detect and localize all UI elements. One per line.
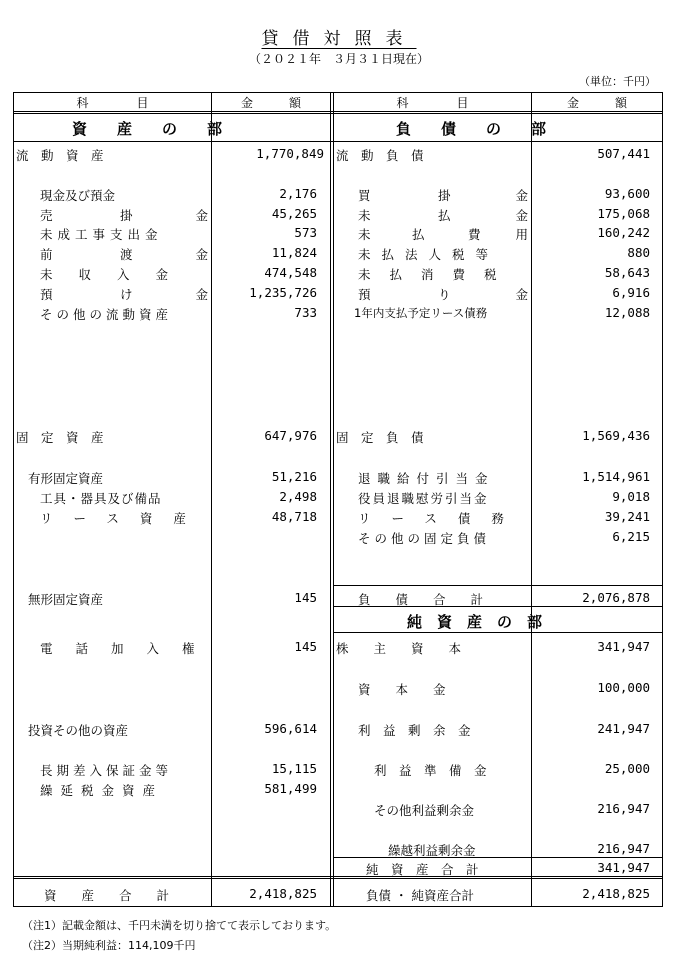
investment-item-label: 長期差入保証金等	[40, 763, 173, 778]
other-retained-label: その他利益剰余金	[374, 803, 475, 818]
fixed-liability-item-label: 役員退職慰労引当金	[358, 491, 489, 506]
grand-total-rule	[13, 876, 663, 877]
tangible-value: 51,216	[271, 469, 317, 484]
carried-forward-value: 216,947	[597, 841, 650, 856]
liability-item-value: 880	[627, 245, 650, 260]
current-liabilities-value: 507,441	[597, 146, 650, 161]
liabilities-total-value: 2,076,878	[582, 590, 650, 605]
fixed-assets-label: 固 定 資 産	[16, 430, 104, 445]
fixed-liability-item-value: 9,018	[612, 489, 650, 504]
asset-item-label: その他の流動資産	[40, 307, 173, 322]
current-assets-label: 流 動 資 産	[16, 148, 104, 163]
header-kamoku: 科 目	[396, 96, 469, 110]
tangible-item-value: 48,718	[271, 509, 317, 524]
asset-item-value: 2,176	[279, 186, 317, 201]
net-total-rule	[333, 857, 663, 858]
liability-item-value: 58,643	[604, 265, 650, 280]
liability-item-label: 1年内支払予定リース債務	[354, 306, 488, 320]
fixed-liability-item-value: 39,241	[604, 509, 650, 524]
asset-item-value: 1,235,726	[249, 285, 317, 300]
liab-total-rule	[333, 585, 663, 586]
liability-item-value: 160,242	[597, 225, 650, 240]
fixed-liability-item-label: 退職給付引当金	[358, 471, 495, 486]
header-kamoku: 科 目	[76, 96, 149, 110]
col-divider	[330, 92, 331, 907]
fixed-liabilities-label: 固 定 負 債	[336, 430, 424, 445]
legal-reserve-label: 利 益 準 備 金	[374, 763, 487, 778]
liability-item-value: 175,068	[597, 206, 650, 221]
col-divider	[333, 92, 334, 907]
shareholders-equity-value: 341,947	[597, 639, 650, 654]
grand-total-value: 2,418,825	[582, 886, 650, 901]
asset-item-value: 573	[294, 225, 317, 240]
investments-value: 596,614	[264, 721, 317, 736]
investment-item-label: 繰延税金資産	[40, 783, 164, 798]
asset-item-value: 733	[294, 305, 317, 320]
liability-item-label: 未払消費税	[358, 267, 516, 282]
fixed-liability-item-label: リース債務	[358, 511, 525, 526]
capital-value: 100,000	[597, 680, 650, 695]
liabilities-total-label: 負 債 合 計	[358, 592, 484, 607]
tangible-item-value: 2,498	[279, 489, 317, 504]
header-rule	[13, 111, 663, 112]
investments-label: 投資その他の資産	[28, 723, 129, 738]
page-title: 貸借対照表	[261, 29, 417, 49]
grand-total-rule	[13, 878, 663, 879]
retained-earnings-value: 241,947	[597, 721, 650, 736]
footnote: （注1）記載金額は、千円未満を切り捨てて表示しております。	[22, 919, 337, 932]
shareholders-equity-label: 株 主 資 本	[336, 641, 462, 656]
fixed-liability-item-label: その他の固定負債	[358, 531, 491, 546]
assets-total-label: 資 産 合 計	[44, 888, 170, 903]
intangible-label: 無形固定資産	[28, 592, 104, 607]
other-retained-value: 216,947	[597, 801, 650, 816]
liabilities-section-title: 負 債 の 部	[396, 120, 547, 138]
tangible-item-label: リース資産	[40, 511, 207, 526]
tangible-item-label: 工具・器具及び備品	[40, 491, 162, 506]
section-rule	[13, 141, 663, 142]
carried-forward-label: 繰越利益剰余金	[388, 843, 476, 858]
asset-item-value: 45,265	[271, 206, 317, 221]
asset-item-label: 現金及び預金	[40, 188, 116, 203]
asset-item-label: 未成工事支出金	[40, 227, 163, 242]
legal-reserve-value: 25,000	[604, 761, 650, 776]
fixed-liability-item-value: 6,215	[612, 529, 650, 544]
asset-item-value: 11,824	[271, 245, 317, 260]
intangible-item-label: 電話加入権	[40, 641, 218, 656]
intangible-item-value: 145	[294, 639, 317, 654]
net-assets-section-title: 純 資 産 の 部	[407, 613, 543, 631]
grand-total-label: 負債 ・ 純資産合計	[366, 888, 474, 903]
investment-item-value: 15,115	[271, 761, 317, 776]
liability-item-label: 未払法人税等	[358, 247, 500, 262]
capital-label: 資 本 金	[358, 682, 446, 697]
retained-earnings-label: 利 益 剰 余 金	[358, 723, 471, 738]
assets-section-title: 資 産 の 部	[72, 120, 223, 138]
fixed-assets-value: 647,976	[264, 428, 317, 443]
liability-item-value: 12,088	[604, 305, 650, 320]
asset-item-label: 未収入金	[40, 267, 195, 282]
footnote: （注2）当期純利益：114,109千円	[22, 939, 196, 952]
assets-total-value: 2,418,825	[249, 886, 317, 901]
intangible-value: 145	[294, 590, 317, 605]
header-kingaku: 金 額	[240, 96, 301, 110]
fixed-liability-item-value: 1,514,961	[582, 469, 650, 484]
unit-label: （単位：千円）	[579, 75, 656, 88]
net-assets-total-value: 341,947	[597, 860, 650, 875]
header-rule	[13, 113, 663, 114]
header-kingaku: 金 額	[566, 96, 627, 110]
asset-item-value: 474,548	[264, 265, 317, 280]
liability-item-value: 6,916	[612, 285, 650, 300]
net-section-rule	[333, 632, 663, 633]
report-date: （２０２１年 ３月３１日現在）	[248, 52, 429, 66]
investment-item-value: 581,499	[264, 781, 317, 796]
liability-item-value: 93,600	[604, 186, 650, 201]
tangible-label: 有形固定資産	[28, 471, 104, 486]
current-assets-value: 1,770,849	[256, 146, 324, 161]
net-assets-total-label: 純 資 産 合 計	[366, 862, 479, 877]
fixed-liabilities-value: 1,569,436	[582, 428, 650, 443]
current-liabilities-label: 流 動 負 債	[336, 148, 424, 163]
